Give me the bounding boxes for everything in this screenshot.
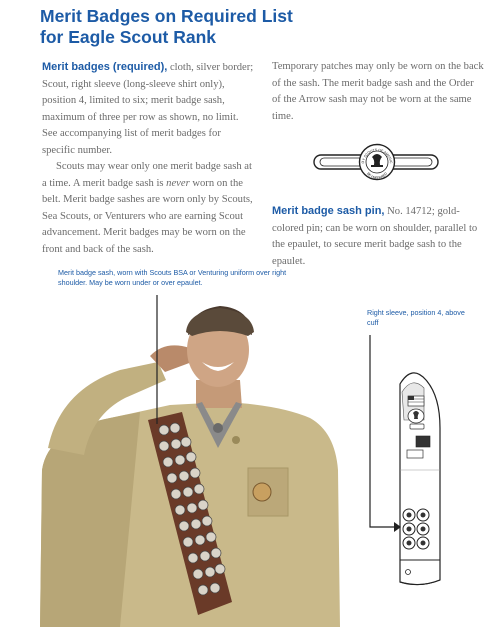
sash-pin-lead: Merit badge sash pin, [272,205,385,217]
temporary-patches-paragraph: Temporary patches may only be worn on the back of the sash. The merit badge sash and the Order of the Arrow sash may not be worn at the same time. [272,61,484,122]
merit-badges-text: cloth, silver border; Scout, right sleeve (long-sleeve shirt only), position 4, limited to six; merit badge sash, maximum of three per row as shown, no limit. See accompanying list of merit badges for specific number. [42,62,254,156]
sash-rules-never: never [166,177,190,189]
title-line-1: Merit Badges on Required List [40,6,293,26]
title-line-2: for Eagle Scout Rank [40,27,217,47]
pin-bottom-text: BE PREPARED [366,171,388,181]
sleeve-callout-line [370,335,394,527]
cuff-button-icon [406,570,411,575]
sleeve-illustration [400,373,440,585]
sash-pin-text: No. 14712; gold-colored pin; can be worn on shoulder, parallel to the epaulet, to secure merit badge sash to the epaulet. [272,206,478,267]
sleeve-callout: Right sleeve, position 4, above cuff [367,308,465,327]
sash-rules-text-b: worn on the belt. Merit badge sashes are worn only by Scouts, Sea Scouts, or Venturers who are earning Scout advancement. Merit badges may be worn on the front and back of the sash. [42,177,253,255]
sash-callout: Merit badge sash, worn with Scouts BSA or Venturing uniform over right shoulder. May be worn under or over epaulet. [58,268,287,287]
merit-badges-lead: Merit badges (required), [42,61,168,73]
pin-top-text: OY SCOUTS OF AMERIC [360,147,394,164]
sash-rules-text-a: Scouts may wear only one merit badge sash at a time. A merit badge sash is [42,161,252,189]
